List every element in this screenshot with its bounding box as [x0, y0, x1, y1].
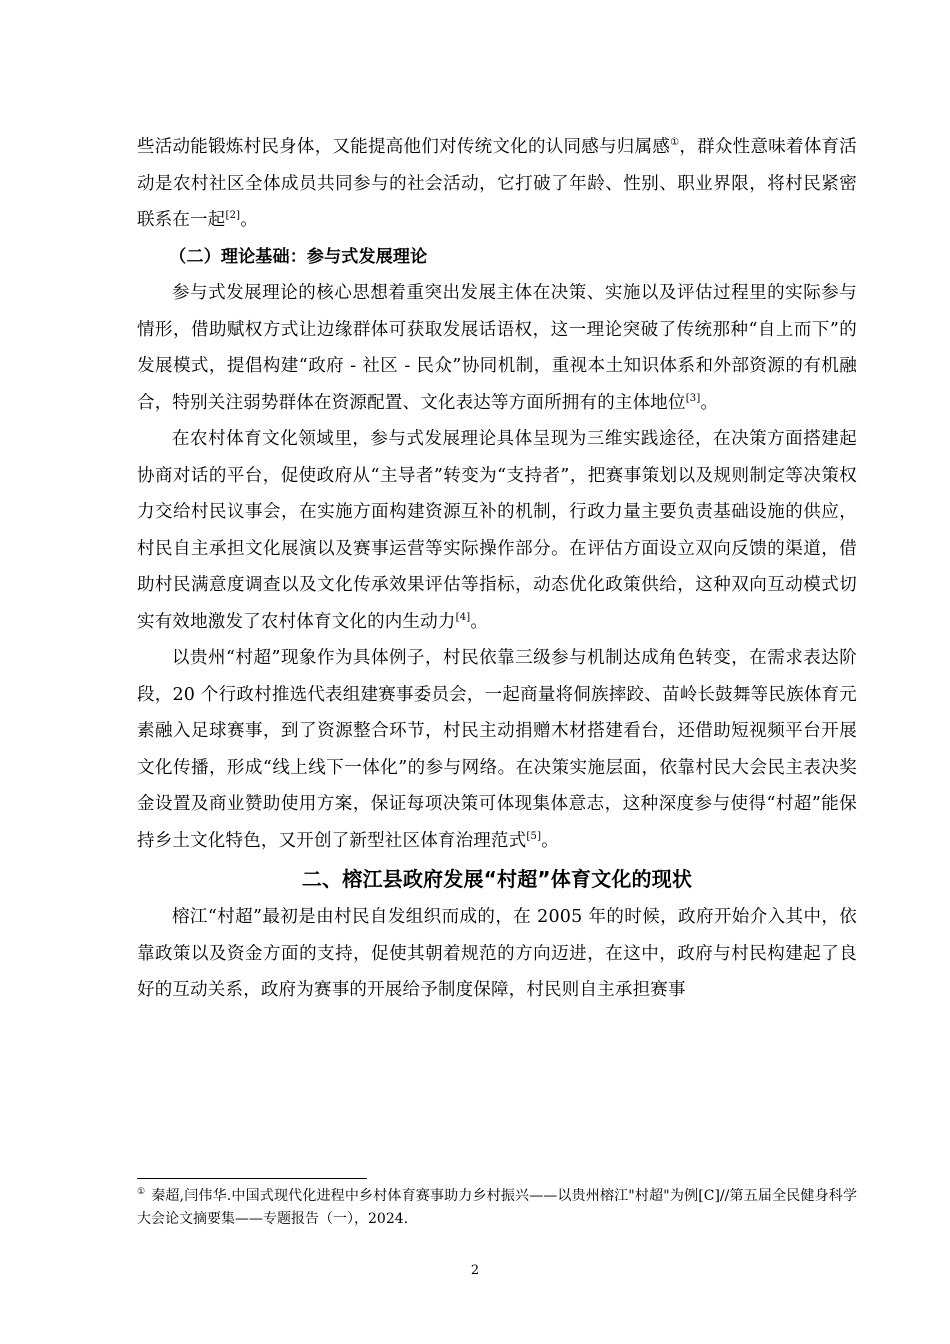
paragraph-text: ，群众性意味着体育活动是农村社区全体成员共同参与的社会活动，它打破了年龄、性别、职业界限，将村民紧密联系在一起 — [137, 137, 858, 230]
paragraph-theory — [137, 275, 857, 421]
paragraph-text: 。 — [700, 392, 719, 413]
chapter-heading: 二、榕江县政府发展“村超”体育文化的现状 — [301, 867, 693, 891]
footnote — [137, 1185, 857, 1231]
paragraph-text: 。 — [470, 611, 489, 632]
paragraph-example — [137, 640, 857, 859]
paragraph-text: 榕江“村超”最初是由村民自发组织而成的，在 2005 年的时候，政府开始介入其中，依靠政策以及资金方面的支持，促使其朝着规范的方向迈进，在这中，政府与村民构建起了良好的互动关系，政府为赛事的开展给予制度保障，村民则自主承担赛事 — [137, 907, 857, 1000]
paragraph-text: 参与式发展理论的核心思想着重突出发展主体在决策、实施以及评估过程里的实际参与情形，借助赋权方式让边缘群体可获取发展话语权，这一理论突破了传统那种“自上而下”的发展模式，提倡构建“政府 - 社区 - 民众”协同机制，重视本土知识体系和外部资源的有机融合，特别关注弱势群体在资源配置、文化表达等方面所拥有的主体地位 — [137, 283, 857, 413]
citation-marker[interactable]: [4] — [455, 611, 471, 623]
paragraph-text: 。 — [240, 210, 258, 230]
paragraph-status — [137, 899, 857, 1009]
citation-marker[interactable]: [5] — [526, 830, 542, 842]
section-heading: （二）理论基础：参与式发展理论 — [169, 246, 428, 267]
paragraph-text: 些活动能锻炼村民身体，又能提高他们对传统文化的认同感与归属感 — [137, 137, 671, 157]
citation-marker[interactable]: [2] — [225, 210, 241, 222]
page-number: 2 — [470, 1263, 480, 1278]
paragraph-intro — [137, 129, 857, 239]
body-text — [137, 129, 857, 1009]
paragraph-text: 在农村体育文化领域里，参与式发展理论具体呈现为三维实践途径，在决策方面搭建起协商对话的平台，促使政府从“主导者”转变为“支持者”，把赛事策划以及规则制定等决策权力交给村民议事会，在实施方面构建资源互补的机制，行政力量主要负责基础设施的供应，村民自主承担文化展演以及赛事运营等实际操作部分。在评估方面设立双向反馈的渠道，借助村民满意度调查以及文化传承效果评估等指标，动态优化政策供给，这种双向互动模式切实有效地激发了农村体育文化的内生动力 — [137, 429, 857, 632]
footnote-separator — [137, 1178, 367, 1179]
footnote-mark: ① — [137, 1187, 146, 1198]
citation-marker[interactable]: [3] — [685, 392, 701, 404]
paragraph-practice — [137, 421, 857, 640]
footnote-marker[interactable]: ① — [670, 137, 680, 149]
paragraph-text: 。 — [541, 830, 559, 851]
paragraph-text: 以贵州“村超”现象作为具体例子，村民依靠三级参与机制达成角色转变，在需求表达阶段，20 个行政村推选代表组建赛事委员会，一起商量将侗族摔跤、苗岭长鼓舞等民族体育元素融入足球赛事，到了资源整合环节，村民主动捐赠木材搭建看台，还借助短视频平台开展文化传播，形成“线上线下一体化”的参与网络。在决策实施层面，依靠村民大会民主表决奖金设置及商业赞助使用方案，保证每项决策可体现集体意志，这种深度参与使得“村超”能保持乡土文化特色，又开创了新型社区体育治理范式 — [137, 648, 857, 851]
footnote-text: 秦超,闫伟华.中国式现代化进程中乡村体育赛事助力乡村振兴——以贵州榕江"村超"为例[C]//第五届全民健身科学大会论文摘要集——专题报告（一），2024. — [137, 1188, 857, 1227]
